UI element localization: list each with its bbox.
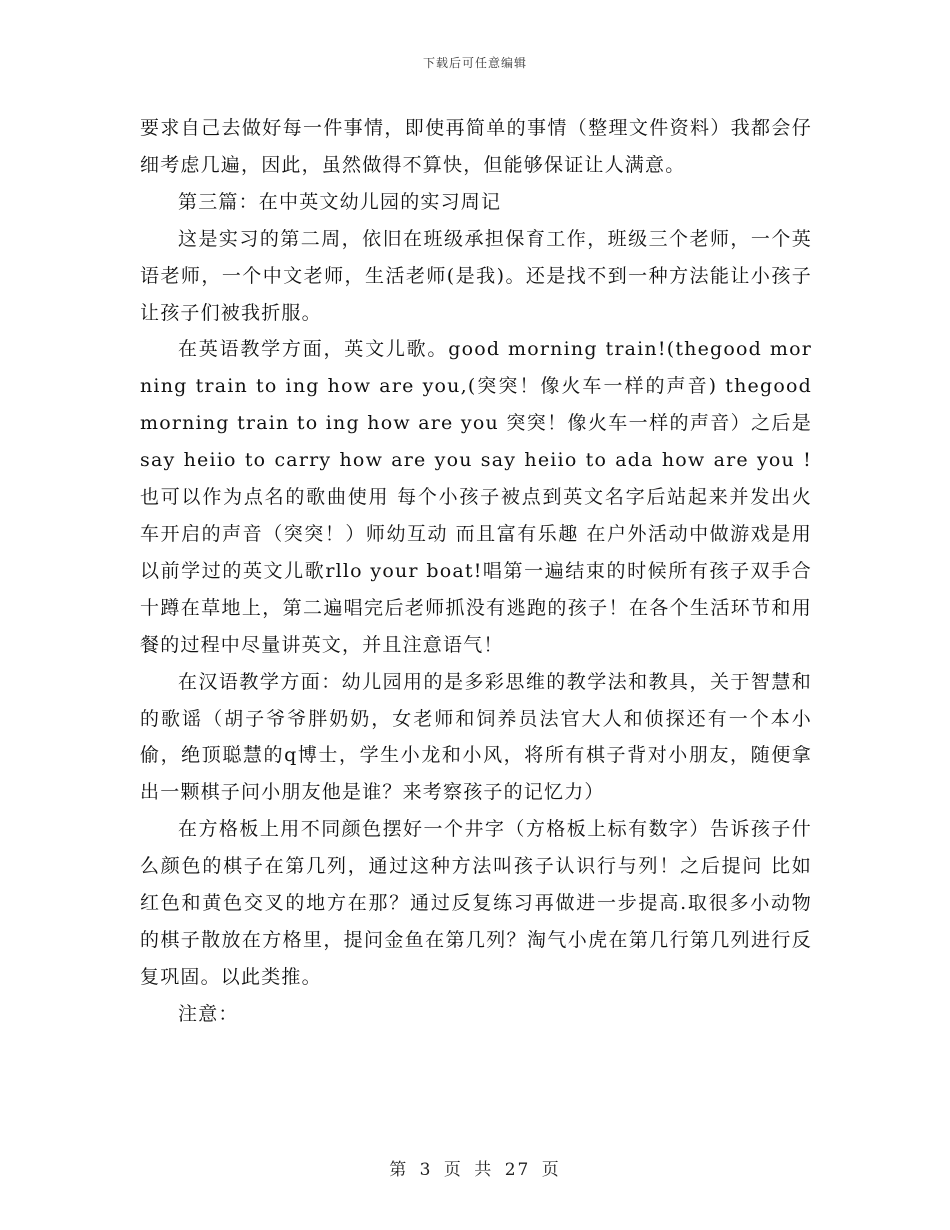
section-heading: 第三篇：在中英文幼儿园的实习周记 xyxy=(178,190,502,213)
paragraph: 注意： xyxy=(178,1002,239,1025)
page-header: 下载后可任意编辑 xyxy=(422,56,527,70)
page-footer: 第 3 页 共 27 页 xyxy=(389,1160,561,1180)
paragraph: 在方格板上用不同颜色摆好一个井字（方格板上标有数字）告诉孩子什么颜色的棋子在第几列，通过这种方法叫孩子认识行与列！之后提问 比如红色和黄色交叉的地方在那？通过反复练习再做进一步提高.取很多小动物的棋子散放在方格里，提问金鱼在第几列？淘气小虎在第几行第几列进行反复巩固。以此类推。 xyxy=(140,818,812,988)
paragraph: 要求自己去做好每一件事情，即使再简单的事情（整理文件资料）我都会仔细考虑几遍，因此，虽然做得不算快，但能够保证让人满意。 xyxy=(140,117,812,176)
paragraph: 在汉语教学方面：幼儿园用的是多彩思维的教学法和教具，关于智慧和的歌谣（胡子爷爷胖奶奶，女老师和饲养员法官大人和侦探还有一个本小偷，绝顶聪慧的q博士，学生小龙和小风，将所有棋子背对小朋友，随便拿出一颗棋子问小朋友他是谁？来考察孩子的记忆力） xyxy=(140,670,812,804)
paragraph: 在英语教学方面，英文儿歌。good morning train!(thegood morning train to ing how are you,(突突！像火车一样的声音) thegood morning train to ing how are you 突突！像火车一样的声音）之后是say heiio to carry how are you say heiio to ada how are you !也可以作为点名的歌曲使用 每个小孩子被点到英文名字后站起来并发出火车开启的声音（突突！）师幼互动 而且富有乐趣 在户外活动中做游戏是用以前学过的英文儿歌rllo your boat!唱第一遍结束的时候所有孩子双手合十蹲在草地上，第二遍唱完后老师抓没有逃跑的孩子！在各个生活环节和用餐的过程中尽量讲英文，并且注意语气！ xyxy=(140,338,812,656)
paragraph: 这是实习的第二周，依旧在班级承担保育工作，班级三个老师，一个英语老师，一个中文老师，生活老师(是我)。还是找不到一种方法能让小孩子让孩子们被我折服。 xyxy=(140,227,812,324)
document-body xyxy=(140,110,812,1033)
